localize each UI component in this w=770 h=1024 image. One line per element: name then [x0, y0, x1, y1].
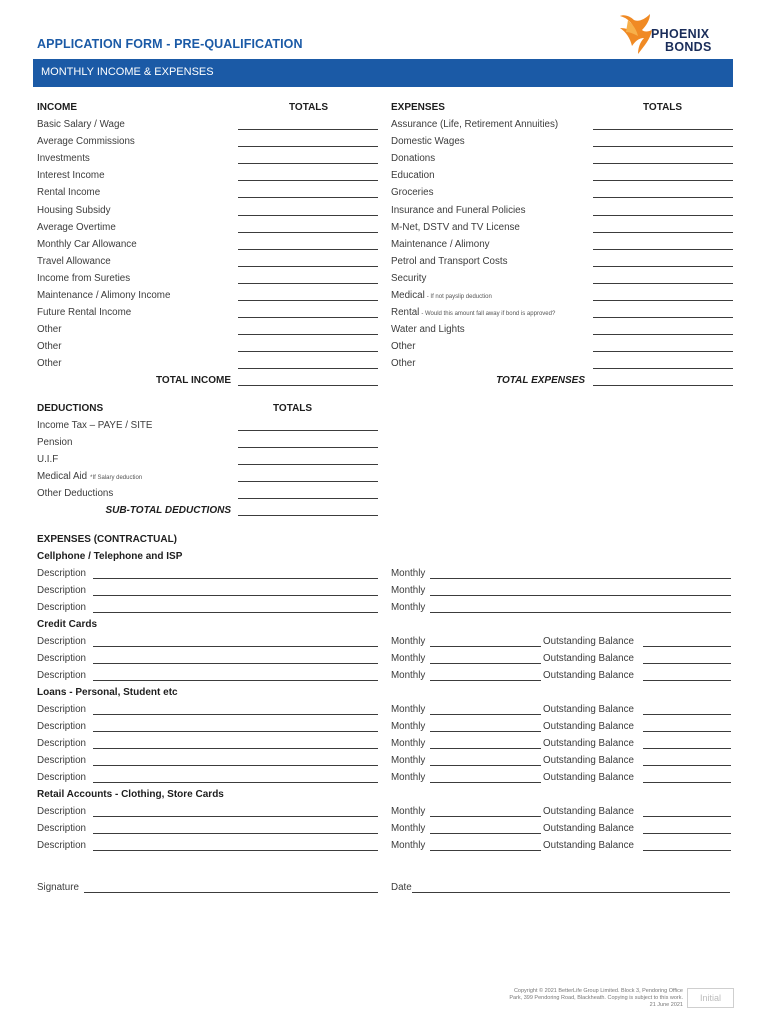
expense-item-text: Medical — [391, 290, 425, 301]
subtotal-deductions-label: SUB-TOTAL DEDUCTIONS — [105, 505, 231, 516]
outstanding-balance-label: Outstanding Balance — [543, 670, 634, 681]
description-label: Description — [37, 738, 87, 749]
income-item-label: Other — [37, 324, 62, 336]
monthly-field[interactable] — [430, 765, 541, 766]
income-heading: INCOME — [37, 102, 77, 113]
monthly-label: Monthly — [391, 721, 426, 732]
outstanding-balance-field[interactable] — [643, 748, 731, 749]
income-amount-field[interactable] — [238, 334, 378, 335]
outstanding-balance-label: Outstanding Balance — [543, 636, 634, 647]
description-label: Description — [37, 568, 87, 579]
monthly-label: Monthly — [391, 755, 426, 766]
expense-item-text: M-Net, DSTV and TV License — [391, 221, 520, 233]
monthly-label: Monthly — [391, 602, 426, 613]
description-field[interactable] — [93, 816, 378, 817]
monthly-field[interactable] — [430, 850, 541, 851]
income-item-label: Rental Income — [37, 187, 101, 199]
description-field[interactable] — [93, 663, 378, 664]
medical-aid-note: *If Salary deduction — [90, 475, 143, 481]
income-amount-field[interactable] — [238, 197, 378, 198]
income-item-label: Investments — [37, 153, 90, 165]
expense-item-text: Insurance and Funeral Policies — [391, 204, 526, 216]
rental-note: - Would this amount fall away if bond is approved? — [421, 311, 556, 318]
monthly-field[interactable] — [430, 833, 541, 834]
monthly-field[interactable] — [430, 816, 541, 817]
outstanding-balance-field[interactable] — [643, 680, 731, 681]
expense-item-text: Rental — [391, 307, 420, 319]
expense-item-text: Groceries — [391, 187, 434, 199]
expense-item-label — [391, 290, 492, 301]
description-label: Description — [37, 755, 87, 766]
expense-item-text: Domestic Wages — [391, 136, 465, 148]
income-amount-field[interactable] — [238, 129, 378, 130]
description-label: Description — [37, 670, 87, 681]
outstanding-balance-field[interactable] — [643, 714, 731, 715]
contractual-heading: EXPENSES (CONTRACTUAL) — [37, 534, 178, 545]
expense-item-text: Water and Lights — [391, 324, 465, 336]
copyright-text: Copyright © 2021 BetterLife Group Limited. Block 3, Pendoring Office Park, 399 Pendoring Road, Blackheath. Copying is subject to this work. 21 June 2021 — [509, 988, 683, 1008]
income-totals-heading: TOTALS — [289, 102, 329, 113]
description-field[interactable] — [93, 850, 378, 851]
outstanding-balance-label: Outstanding Balance — [543, 721, 634, 732]
description-field[interactable] — [93, 578, 378, 579]
subtotal-deductions-field[interactable] — [238, 515, 378, 516]
expense-item-label — [391, 341, 416, 352]
outstanding-balance-field[interactable] — [643, 782, 731, 783]
monthly-label: Monthly — [391, 653, 426, 664]
expense-amount-field[interactable] — [593, 129, 733, 130]
income-item-label: Maintenance / Alimony Income — [37, 290, 171, 301]
expense-amount-field[interactable] — [593, 266, 733, 267]
expenses-totals-heading: TOTALS — [643, 102, 683, 113]
deduction-amount-field[interactable] — [238, 447, 378, 448]
deduction-item-text: Other Deductions — [37, 488, 114, 499]
outstanding-balance-field[interactable] — [643, 816, 731, 817]
contractual-group-title: Cellphone / Telephone and ISP — [37, 551, 183, 562]
expense-amount-field[interactable] — [593, 300, 733, 301]
expense-amount-field[interactable] — [593, 180, 733, 181]
expense-item-text: Security — [391, 272, 427, 284]
expense-item-label — [391, 307, 555, 318]
deduction-item-label — [37, 488, 113, 499]
description-field[interactable] — [93, 595, 378, 596]
expense-item-label — [391, 170, 435, 181]
signature-field[interactable] — [84, 892, 378, 893]
outstanding-balance-label: Outstanding Balance — [543, 704, 634, 715]
monthly-field[interactable] — [430, 578, 731, 579]
date-field[interactable] — [412, 892, 730, 893]
income-item-label: Future Rental Income — [37, 307, 132, 319]
description-field[interactable] — [93, 765, 378, 766]
income-amount-field[interactable] — [238, 249, 378, 250]
description-field[interactable] — [93, 782, 378, 783]
total-expenses-field[interactable] — [593, 385, 733, 386]
income-amount-field[interactable] — [238, 163, 378, 164]
expense-amount-field[interactable] — [593, 163, 733, 164]
monthly-field[interactable] — [430, 680, 541, 681]
income-amount-field[interactable] — [238, 368, 378, 369]
monthly-label: Monthly — [391, 568, 426, 579]
deduction-amount-field[interactable] — [238, 430, 378, 431]
deduction-item-label — [37, 471, 142, 482]
income-item-label: Other — [37, 358, 62, 370]
contractual-group-title: Credit Cards — [37, 619, 98, 630]
outstanding-balance-field[interactable] — [643, 731, 731, 732]
description-field[interactable] — [93, 714, 378, 715]
expense-amount-field[interactable] — [593, 368, 733, 369]
expense-item-text: Maintenance / Alimony — [391, 238, 490, 250]
expense-item-label — [391, 239, 490, 250]
income-amount-field[interactable] — [238, 300, 378, 301]
monthly-field[interactable] — [430, 663, 541, 664]
expense-item-label — [391, 187, 433, 198]
description-label: Description — [37, 806, 87, 817]
income-amount-field[interactable] — [238, 215, 378, 216]
income-item-label: Average Overtime — [37, 221, 116, 233]
outstanding-balance-label: Outstanding Balance — [543, 738, 634, 749]
deduction-item-label — [37, 454, 58, 465]
expense-item-label — [391, 153, 435, 164]
income-item-label: Travel Allowance — [37, 255, 111, 267]
description-label: Description — [37, 840, 87, 851]
brand-line-1: PHOENIX — [651, 27, 710, 41]
monthly-label: Monthly — [391, 823, 426, 834]
income-item-label: Interest Income — [37, 170, 105, 182]
total-income-field[interactable] — [238, 385, 378, 386]
description-label: Description — [37, 721, 87, 732]
deduction-amount-field[interactable] — [238, 464, 378, 465]
outstanding-balance-field[interactable] — [643, 646, 731, 647]
deduction-item-text: Income Tax – PAYE / SITE — [37, 420, 153, 431]
deduction-amount-field[interactable] — [238, 498, 378, 499]
expense-item-text: Education — [391, 170, 435, 182]
expense-amount-field[interactable] — [593, 283, 733, 284]
monthly-label: Monthly — [391, 670, 426, 681]
outstanding-balance-label: Outstanding Balance — [543, 755, 634, 766]
expense-amount-field[interactable] — [593, 215, 733, 216]
description-field[interactable] — [93, 680, 378, 681]
expense-amount-field[interactable] — [593, 334, 733, 335]
description-field[interactable] — [93, 612, 378, 613]
description-field[interactable] — [93, 833, 378, 834]
expenses-heading: EXPENSES — [391, 102, 445, 113]
monthly-label: Monthly — [391, 636, 426, 647]
monthly-field[interactable] — [430, 731, 541, 732]
contractual-group-title: Retail Accounts - Clothing, Store Cards — [37, 789, 224, 800]
description-label: Description — [37, 602, 87, 613]
income-item-label: Monthly Car Allowance — [37, 238, 137, 250]
total-expenses-label: TOTAL EXPENSES — [496, 375, 585, 386]
income-amount-field[interactable] — [238, 266, 378, 267]
contractual-group-title: Loans - Personal, Student etc — [37, 687, 178, 698]
deduction-amount-field[interactable] — [238, 481, 378, 482]
income-item-label: Average Commissions — [37, 136, 135, 148]
signature-label: Signature — [37, 882, 79, 893]
medical-note: - If not payslip deduction — [426, 294, 492, 300]
monthly-field[interactable] — [430, 782, 541, 783]
expense-item-label — [391, 119, 558, 130]
expense-item-text: Other — [391, 358, 416, 370]
description-label: Description — [37, 585, 87, 596]
description-label: Description — [37, 772, 87, 783]
outstanding-balance-label: Outstanding Balance — [543, 653, 634, 664]
monthly-field[interactable] — [430, 714, 541, 715]
income-amount-field[interactable] — [238, 351, 378, 352]
monthly-field[interactable] — [430, 595, 731, 596]
outstanding-balance-label: Outstanding Balance — [543, 806, 634, 817]
description-field[interactable] — [93, 646, 378, 647]
expense-item-label — [391, 324, 465, 335]
expense-amount-field[interactable] — [593, 249, 733, 250]
expense-amount-field[interactable] — [593, 351, 733, 352]
expense-item-text: Donations — [391, 153, 436, 165]
expense-item-label — [391, 205, 526, 216]
monthly-label: Monthly — [391, 704, 426, 715]
income-item-label: Income from Sureties — [37, 272, 131, 284]
deduction-item-text: U.I.F — [37, 454, 59, 465]
expense-amount-field[interactable] — [593, 232, 733, 233]
expense-item-label — [391, 136, 465, 147]
income-item-label: Basic Salary / Wage — [37, 119, 125, 130]
income-amount-field[interactable] — [238, 283, 378, 284]
description-label: Description — [37, 823, 87, 834]
outstanding-balance-field[interactable] — [643, 833, 731, 834]
outstanding-balance-field[interactable] — [643, 765, 731, 766]
brand-wordmark — [651, 28, 712, 54]
income-item-label: Housing Subsidy — [37, 204, 111, 216]
monthly-label: Monthly — [391, 738, 426, 749]
monthly-label: Monthly — [391, 772, 426, 783]
expense-item-text: Petrol and Transport Costs — [391, 255, 508, 267]
form-title: APPLICATION FORM - PRE-QUALIFICATION — [37, 37, 303, 51]
outstanding-balance-field[interactable] — [643, 850, 731, 851]
income-amount-field[interactable] — [238, 180, 378, 181]
monthly-field[interactable] — [430, 646, 541, 647]
monthly-field[interactable] — [430, 612, 731, 613]
income-amount-field[interactable] — [238, 232, 378, 233]
expense-item-label — [391, 273, 426, 284]
expense-amount-field[interactable] — [593, 146, 733, 147]
outstanding-balance-label: Outstanding Balance — [543, 823, 634, 834]
expense-item-label — [391, 222, 520, 233]
description-field[interactable] — [93, 731, 378, 732]
banner-title: MONTHLY INCOME & EXPENSES — [41, 66, 214, 78]
monthly-label: Monthly — [391, 840, 426, 851]
date-label: Date — [391, 882, 412, 893]
expense-item-text: Assurance (Life, Retirement Annuities) — [391, 119, 559, 130]
monthly-label: Monthly — [391, 806, 426, 817]
deductions-heading: DEDUCTIONS — [37, 403, 104, 414]
brand-line-2: BONDS — [665, 40, 712, 54]
monthly-label: Monthly — [391, 585, 426, 596]
outstanding-balance-label: Outstanding Balance — [543, 840, 634, 851]
monthly-field[interactable] — [430, 748, 541, 749]
income-item-label: Other — [37, 341, 62, 353]
expense-amount-field[interactable] — [593, 317, 733, 318]
income-amount-field[interactable] — [238, 146, 378, 147]
initial-box[interactable]: Initial — [687, 988, 734, 1008]
income-amount-field[interactable] — [238, 317, 378, 318]
total-income-label: TOTAL INCOME — [156, 375, 231, 386]
outstanding-balance-label: Outstanding Balance — [543, 772, 634, 783]
expense-item-label — [391, 358, 416, 369]
outstanding-balance-field[interactable] — [643, 663, 731, 664]
expense-item-text: Other — [391, 341, 416, 353]
description-label: Description — [37, 636, 87, 647]
description-field[interactable] — [93, 748, 378, 749]
deductions-totals-heading: TOTALS — [273, 403, 313, 414]
deduction-item-text: Medical Aid — [37, 471, 88, 482]
description-label: Description — [37, 653, 87, 664]
deduction-item-label — [37, 437, 72, 448]
expense-amount-field[interactable] — [593, 197, 733, 198]
description-label: Description — [37, 704, 87, 715]
expense-item-label — [391, 256, 508, 267]
deduction-item-label — [37, 420, 152, 431]
deduction-item-text: Pension — [37, 437, 73, 448]
